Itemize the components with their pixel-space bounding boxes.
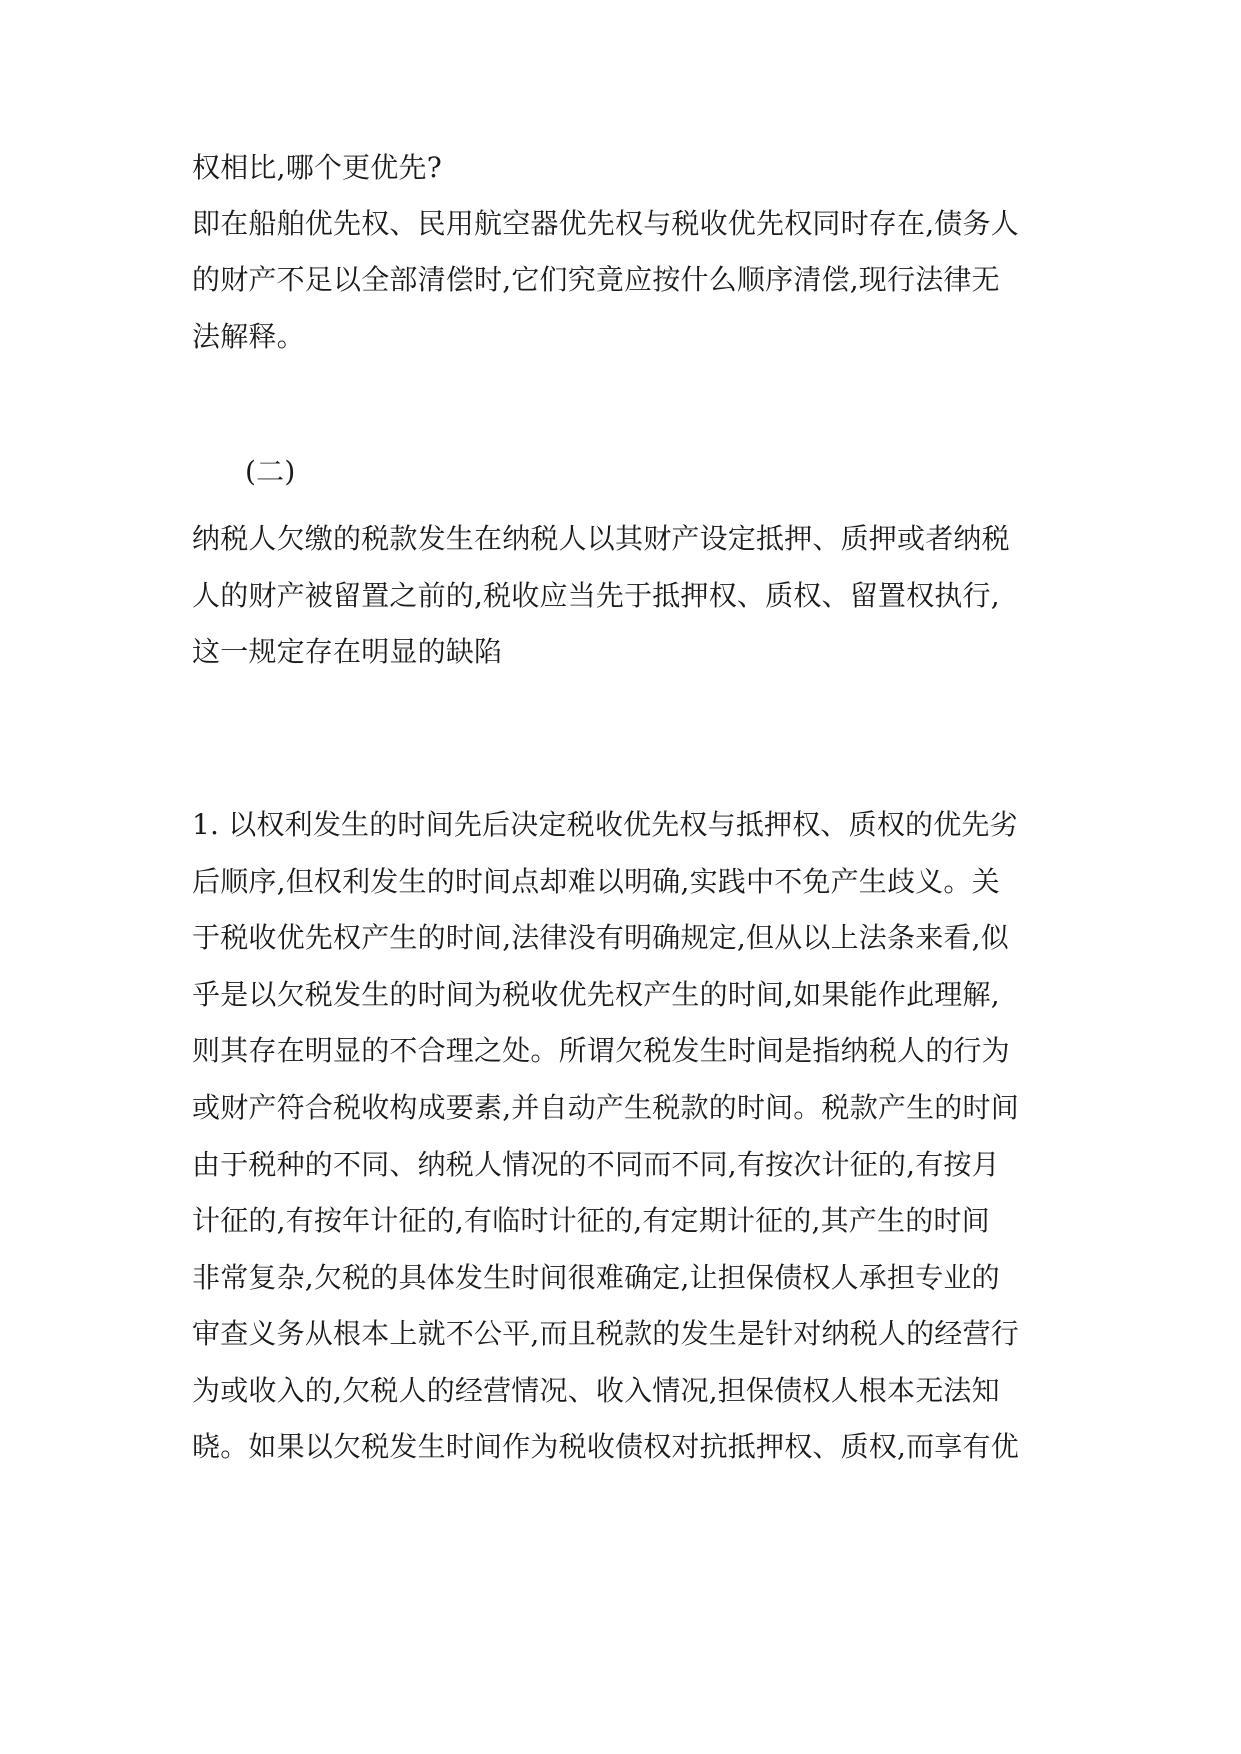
text-line-6: 人的财产被留置之前的,税收应当先于抵押权、质权、留置权执行, <box>192 579 1000 612</box>
text-line-3: 的财产不足以全部清偿时,它们究竟应按什么顺序清偿,现行法律无 <box>192 263 1000 296</box>
text-line-1: 权相比,哪个更优先? <box>192 151 442 184</box>
text-line-15: 计征的,有按年计征的,有临时计征的,有定期计征的,其产生的时间 <box>192 1204 990 1237</box>
text-line-9: 后顺序,但权利发生的时间点却难以明确,实践中不免产生歧义。关 <box>192 865 1000 898</box>
text-line-8: 1. 以权利发生的时间先后决定税收优先权与抵押权、质权的优先劣 <box>192 808 1018 841</box>
section-heading: (二) <box>245 455 296 488</box>
text-line-11: 乎是以欠税发生的时间为税收优先权产生的时间,如果能作此理解, <box>192 978 1000 1011</box>
text-line-4: 法解释。 <box>192 320 305 353</box>
text-line-5: 纳税人欠缴的税款发生在纳税人以其财产设定抵押、质押或者纳税 <box>192 522 1010 555</box>
text-line-13: 或财产符合税收构成要素,并自动产生税款的时间。税款产生的时间 <box>192 1091 1019 1124</box>
text-line-2: 即在船舶优先权、民用航空器优先权与税收优先权同时存在,债务人 <box>192 207 1019 240</box>
text-line-10: 于税收优先权产生的时间,法律没有明确规定,但从以上法条来看,似 <box>192 921 1009 954</box>
text-line-17: 审查义务从根本上就不公平,而且税款的发生是针对纳税人的经营行 <box>192 1317 1019 1350</box>
text-line-12: 则其存在明显的不合理之处。所谓欠税发生时间是指纳税人的行为 <box>192 1034 1010 1067</box>
text-line-14: 由于税种的不同、纳税人情况的不同而不同,有按次计征的,有按月 <box>192 1148 1000 1181</box>
text-line-7: 这一规定存在明显的缺陷 <box>192 635 503 668</box>
text-line-18: 为或收入的,欠税人的经营情况、收入情况,担保债权人根本无法知 <box>192 1374 1000 1407</box>
text-line-16: 非常复杂,欠税的具体发生时间很难确定,让担保债权人承担专业的 <box>192 1261 1000 1294</box>
text-line-19: 晓。如果以欠税发生时间作为税收债权对抗抵押权、质权,而享有优 <box>192 1430 1019 1463</box>
